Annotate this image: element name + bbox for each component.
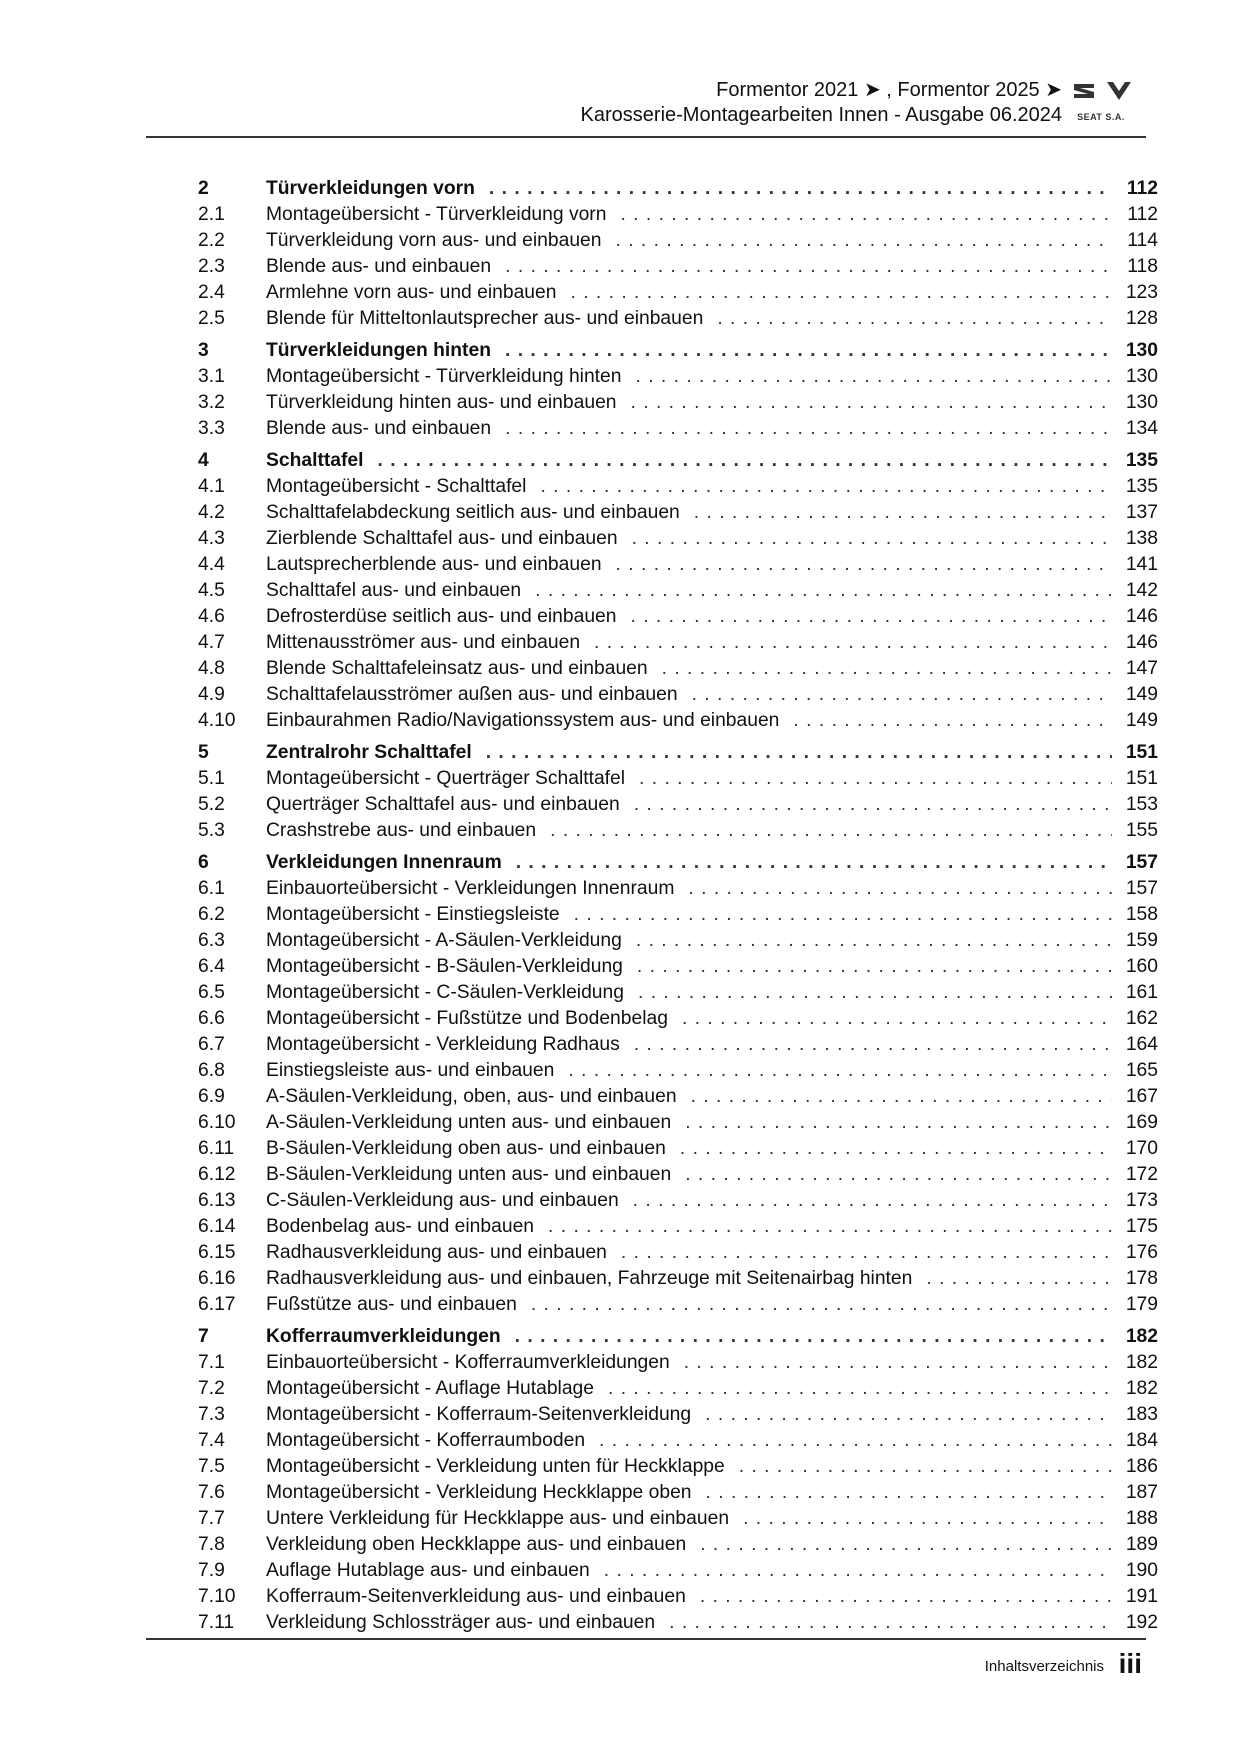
toc-number: 7.10 <box>198 1586 236 1607</box>
toc-page-number: 179 <box>1125 1294 1158 1315</box>
footer-section-label: Inhaltsverzeichnis <box>984 1658 1104 1675</box>
toc-leader-dots <box>706 1482 1112 1504</box>
toc-page-number: 149 <box>1125 710 1158 731</box>
toc-title: Defrosterdüse seitlich aus- und einbauen <box>266 606 617 627</box>
toc-number: 5.1 <box>198 768 225 789</box>
toc-title: Montageübersicht - Verkleidung Radhaus <box>266 1034 620 1055</box>
toc-leader-dots <box>669 1612 1112 1634</box>
seat-sa-label: SEAT S.A. <box>1077 112 1125 122</box>
toc-page-number: 190 <box>1125 1560 1158 1581</box>
toc-entry-row[interactable] <box>198 904 1158 930</box>
toc-number: 7.6 <box>198 1482 225 1503</box>
toc-title: Querträger Schalttafel aus- und einbauen <box>266 794 620 815</box>
toc-entry-row[interactable] <box>198 1352 1158 1378</box>
toc-number: 4 <box>198 450 209 471</box>
toc-entry-row[interactable] <box>198 606 1158 632</box>
toc-leader-dots <box>685 1112 1112 1134</box>
toc-number: 4.9 <box>198 684 225 705</box>
toc-leader-dots <box>604 1560 1112 1582</box>
toc-title: Montageübersicht - Kofferraumboden <box>266 1430 586 1451</box>
toc-chapter-row[interactable] <box>198 1326 1158 1352</box>
toc-entry-row[interactable] <box>198 1190 1158 1216</box>
toc-page-number: 147 <box>1125 658 1158 679</box>
toc-title: Kofferraumverkleidungen <box>266 1326 501 1347</box>
toc-number: 6.3 <box>198 930 225 951</box>
header-text <box>581 78 1062 128</box>
toc-number: 7.11 <box>198 1612 235 1633</box>
toc-entry-row[interactable] <box>198 632 1158 658</box>
toc-entry-row[interactable] <box>198 1378 1158 1404</box>
toc-number: 6.8 <box>198 1060 225 1081</box>
toc-entry-row[interactable] <box>198 502 1158 528</box>
toc-leader-dots <box>688 878 1112 900</box>
toc-entry-row[interactable] <box>198 930 1158 956</box>
toc-leader-dots <box>632 528 1112 550</box>
toc-page-number: 164 <box>1125 1034 1158 1055</box>
toc-title: Montageübersicht - Türverkleidung vorn <box>266 204 607 225</box>
toc-page-number: 169 <box>1125 1112 1158 1133</box>
toc-number: 6.5 <box>198 982 225 1003</box>
toc-page-number: 151 <box>1125 742 1158 763</box>
toc-number: 5.2 <box>198 794 225 815</box>
toc-page-number: 135 <box>1125 450 1158 471</box>
toc-number: 6.9 <box>198 1086 225 1107</box>
toc-leader-dots <box>505 418 1112 440</box>
toc-entry-row[interactable] <box>198 308 1158 334</box>
toc-number: 2.4 <box>198 282 225 303</box>
toc-entry-row[interactable] <box>198 1138 1158 1164</box>
toc-page-number: 130 <box>1125 340 1158 361</box>
toc-leader-dots <box>639 768 1112 790</box>
toc-page-number: 135 <box>1125 476 1158 497</box>
toc-title: Montageübersicht - Einstiegsleiste <box>266 904 560 925</box>
toc-title: Verkleidungen Innenraum <box>266 852 502 873</box>
toc-number: 6.2 <box>198 904 225 925</box>
toc-title: Radhausverkleidung aus- und einbauen, Fahrzeuge mit Seitenairbag hinten <box>266 1268 913 1289</box>
page-header <box>146 78 1146 138</box>
toc-leader-dots <box>682 1008 1112 1030</box>
toc-page-number: 134 <box>1125 418 1158 439</box>
toc-number: 4.10 <box>198 710 236 731</box>
toc-title: Montageübersicht - B-Säulen-Verkleidung <box>266 956 623 977</box>
toc-page-number: 188 <box>1125 1508 1158 1529</box>
toc-number: 6.10 <box>198 1112 236 1133</box>
toc-page-number: 182 <box>1125 1352 1158 1373</box>
toc-entry-row[interactable] <box>198 392 1158 418</box>
toc-page-number: 149 <box>1125 684 1158 705</box>
toc-leader-dots <box>635 366 1112 388</box>
toc-title: Mittenausströmer aus- und einbauen <box>266 632 581 653</box>
toc-number: 7 <box>198 1326 209 1347</box>
toc-entry-row[interactable] <box>198 1112 1158 1138</box>
toc-title: Montageübersicht - Querträger Schalttafel <box>266 768 626 789</box>
toc-number: 6.1 <box>198 878 225 899</box>
toc-title: Schalttafelausströmer außen aus- und einbauen <box>266 684 678 705</box>
toc-leader-dots <box>620 204 1112 226</box>
toc-leader-dots <box>505 256 1112 278</box>
toc-title: Zierblende Schalttafel aus- und einbauen <box>266 528 618 549</box>
toc-leader-dots <box>570 282 1112 304</box>
toc-entry-row[interactable] <box>198 366 1158 392</box>
toc-entry-row[interactable] <box>198 820 1158 846</box>
toc-leader-dots <box>739 1456 1112 1478</box>
toc-chapter-row[interactable] <box>198 340 1158 366</box>
toc-leader-dots <box>691 1086 1112 1108</box>
toc-number: 4.7 <box>198 632 225 653</box>
toc-title: Türverkleidung hinten aus- und einbauen <box>266 392 617 413</box>
toc-leader-dots <box>505 340 1112 362</box>
toc-leader-dots <box>531 1294 1112 1316</box>
toc-page-number: 182 <box>1125 1326 1158 1347</box>
toc-leader-dots <box>616 230 1113 252</box>
toc-leader-dots <box>550 820 1112 842</box>
toc-number: 2.5 <box>198 308 225 329</box>
toc-title: Untere Verkleidung für Heckklappe aus- und einbauen <box>266 1508 730 1529</box>
toc-page-number: 151 <box>1125 768 1158 789</box>
toc-leader-dots <box>489 178 1112 200</box>
toc-page-number: 138 <box>1125 528 1158 549</box>
toc-number: 7.4 <box>198 1430 225 1451</box>
toc-number: 6.13 <box>198 1190 236 1211</box>
toc-page-number: 158 <box>1125 904 1158 925</box>
toc-title: Montageübersicht - Türverkleidung hinten <box>266 366 622 387</box>
toc-entry-row[interactable] <box>198 1034 1158 1060</box>
toc-page-number: 191 <box>1125 1586 1158 1607</box>
toc-page-number: 173 <box>1125 1190 1158 1211</box>
toc-title: Kofferraum-Seitenverkleidung aus- und einbauen <box>266 1586 686 1607</box>
toc-leader-dots <box>608 1378 1112 1400</box>
toc-leader-dots <box>694 502 1112 524</box>
toc-entry-row[interactable] <box>198 658 1158 684</box>
toc-number: 4.1 <box>198 476 225 497</box>
toc-page-number: 167 <box>1125 1086 1158 1107</box>
toc-leader-dots <box>568 1060 1112 1082</box>
toc-entry-row[interactable] <box>198 1456 1158 1482</box>
toc-leader-dots <box>378 450 1112 472</box>
toc-title: Einstiegsleiste aus- und einbauen <box>266 1060 555 1081</box>
toc-title: Montageübersicht - Fußstütze und Bodenbelag <box>266 1008 668 1029</box>
toc-title: Auflage Hutablage aus- und einbauen <box>266 1560 590 1581</box>
toc-number: 6.17 <box>198 1294 236 1315</box>
toc-leader-dots <box>631 392 1112 414</box>
toc-page-number: 157 <box>1125 878 1158 899</box>
toc-title: Montageübersicht - Schalttafel <box>266 476 527 497</box>
toc-number: 4.2 <box>198 502 225 523</box>
toc-title: Türverkleidungen hinten <box>266 340 491 361</box>
toc-entry-row[interactable] <box>198 1086 1158 1112</box>
toc-number: 6.12 <box>198 1164 236 1185</box>
toc-leader-dots <box>692 684 1112 706</box>
toc-page-number: 182 <box>1125 1378 1158 1399</box>
toc-entry-row[interactable] <box>198 1560 1158 1586</box>
toc-number: 7.2 <box>198 1378 225 1399</box>
toc-page-number: 178 <box>1125 1268 1158 1289</box>
toc-entry-row[interactable] <box>198 1534 1158 1560</box>
toc-page-number: 118 <box>1127 256 1158 277</box>
toc-entry-row[interactable] <box>198 418 1158 444</box>
toc-title: Radhausverkleidung aus- und einbauen <box>266 1242 607 1263</box>
toc-page-number: 187 <box>1125 1482 1158 1503</box>
toc-title: Montageübersicht - Verkleidung Heckklappe oben <box>266 1482 692 1503</box>
toc-page-number: 146 <box>1125 606 1158 627</box>
toc-entry-row[interactable] <box>198 1482 1158 1508</box>
toc-leader-dots <box>634 1034 1112 1056</box>
toc-entry-row[interactable] <box>198 1268 1158 1294</box>
toc-entry-row[interactable] <box>198 230 1158 256</box>
toc-number: 5 <box>198 742 209 763</box>
toc-leader-dots <box>631 606 1113 628</box>
toc-entry-row[interactable] <box>198 1060 1158 1086</box>
toc-leader-dots <box>599 1430 1112 1452</box>
toc-leader-dots <box>926 1268 1112 1290</box>
toc-leader-dots <box>743 1508 1112 1530</box>
toc-entry-row[interactable] <box>198 1430 1158 1456</box>
toc-number: 7.9 <box>198 1560 225 1581</box>
toc-number: 7.1 <box>198 1352 225 1373</box>
seat-s-icon <box>1072 81 1096 101</box>
toc-title: Crashstrebe aus- und einbauen <box>266 820 537 841</box>
toc-title: Einbaurahmen Radio/Navigationssystem aus- und einbauen <box>266 710 780 731</box>
toc-number: 4.3 <box>198 528 225 549</box>
toc-page-number: 183 <box>1125 1404 1158 1425</box>
toc-page-number: 141 <box>1125 554 1158 575</box>
toc-number: 4.8 <box>198 658 225 679</box>
toc-title: Einbauorteübersicht - Verkleidungen Innenraum <box>266 878 675 899</box>
toc-entry-row[interactable] <box>198 710 1158 736</box>
toc-entry-row[interactable] <box>198 1612 1158 1638</box>
toc-entry-row[interactable] <box>198 554 1158 580</box>
toc-page-number: 192 <box>1125 1612 1158 1633</box>
toc-title: Montageübersicht - A-Säulen-Verkleidung <box>266 930 622 951</box>
toc-number: 2 <box>198 178 209 199</box>
toc-title: Einbauorteübersicht - Kofferraumverkleidungen <box>266 1352 670 1373</box>
toc-entry-row[interactable] <box>198 1586 1158 1612</box>
toc-number: 6.11 <box>198 1138 235 1159</box>
seat-cupra-logo <box>1070 78 1140 130</box>
toc-title: Armlehne vorn aus- und einbauen <box>266 282 557 303</box>
toc-page-number: 130 <box>1125 366 1158 387</box>
toc-number: 5.3 <box>198 820 225 841</box>
toc-entry-row[interactable] <box>198 1404 1158 1430</box>
toc-number: 6 <box>198 852 209 873</box>
toc-leader-dots <box>574 904 1112 926</box>
toc-page-number: 137 <box>1125 502 1158 523</box>
toc-entry-row[interactable] <box>198 204 1158 230</box>
toc-title: Blende aus- und einbauen <box>266 418 492 439</box>
toc-leader-dots <box>705 1404 1112 1426</box>
toc-entry-row[interactable] <box>198 956 1158 982</box>
toc-page-number: 170 <box>1125 1138 1158 1159</box>
toc-leader-dots <box>621 1242 1112 1264</box>
toc-page-number: 157 <box>1125 852 1158 873</box>
toc-title: B-Säulen-Verkleidung oben aus- und einbauen <box>266 1138 666 1159</box>
toc-title: B-Säulen-Verkleidung unten aus- und einbauen <box>266 1164 672 1185</box>
toc-page-number: 153 <box>1125 794 1158 815</box>
toc-title: Montageübersicht - Auflage Hutablage <box>266 1378 594 1399</box>
table-of-contents <box>198 178 1158 1638</box>
toc-page-number: 114 <box>1127 230 1158 251</box>
toc-title: Schalttafel aus- und einbauen <box>266 580 522 601</box>
toc-leader-dots <box>486 742 1112 764</box>
toc-page-number: 155 <box>1125 820 1158 841</box>
toc-entry-row[interactable] <box>198 768 1158 794</box>
toc-page-number: 172 <box>1125 1164 1158 1185</box>
toc-entry-row[interactable] <box>198 1216 1158 1242</box>
toc-number: 6.6 <box>198 1008 225 1029</box>
toc-title: C-Säulen-Verkleidung aus- und einbauen <box>266 1190 619 1211</box>
toc-leader-dots <box>793 710 1112 732</box>
toc-title: Verkleidung Schlossträger aus- und einbauen <box>266 1612 656 1633</box>
page-footer <box>146 1638 1146 1680</box>
toc-page-number: 123 <box>1125 282 1158 303</box>
toc-chapter-row[interactable] <box>198 450 1158 476</box>
toc-entry-row[interactable] <box>198 794 1158 820</box>
toc-title: Schalttafelabdeckung seitlich aus- und einbauen <box>266 502 680 523</box>
toc-leader-dots <box>515 1326 1112 1348</box>
toc-leader-dots <box>684 1352 1112 1374</box>
toc-number: 3 <box>198 340 209 361</box>
toc-title: Montageübersicht - Kofferraum-Seitenverkleidung <box>266 1404 692 1425</box>
toc-page-number: 161 <box>1125 982 1158 1003</box>
toc-number: 3.3 <box>198 418 225 439</box>
toc-number: 7.3 <box>198 1404 225 1425</box>
toc-leader-dots <box>535 580 1112 602</box>
toc-entry-row[interactable] <box>198 1242 1158 1268</box>
toc-entry-row[interactable] <box>198 982 1158 1008</box>
toc-page-number: 162 <box>1125 1008 1158 1029</box>
toc-page-number: 184 <box>1125 1430 1158 1451</box>
toc-leader-dots <box>662 658 1112 680</box>
toc-leader-dots <box>637 956 1112 978</box>
toc-chapter-row[interactable] <box>198 852 1158 878</box>
toc-leader-dots <box>680 1138 1112 1160</box>
toc-page-number: 130 <box>1125 392 1158 413</box>
toc-leader-dots <box>548 1216 1112 1238</box>
toc-number: 6.14 <box>198 1216 236 1237</box>
toc-leader-dots <box>636 930 1112 952</box>
toc-number: 4.5 <box>198 580 225 601</box>
toc-entry-row[interactable] <box>198 1294 1158 1320</box>
toc-entry-row[interactable] <box>198 580 1158 606</box>
toc-page-number: 189 <box>1125 1534 1158 1555</box>
toc-number: 7.5 <box>198 1456 225 1477</box>
toc-chapter-row[interactable] <box>198 178 1158 204</box>
toc-chapter-row[interactable] <box>198 742 1158 768</box>
toc-page-number: 142 <box>1125 580 1158 601</box>
toc-title: Verkleidung oben Heckklappe aus- und einbauen <box>266 1534 687 1555</box>
toc-number: 3.1 <box>198 366 225 387</box>
toc-page-number: 160 <box>1125 956 1158 977</box>
toc-leader-dots <box>700 1534 1112 1556</box>
toc-leader-dots <box>633 1190 1112 1212</box>
toc-leader-dots <box>700 1586 1112 1608</box>
toc-title: Fußstütze aus- und einbauen <box>266 1294 517 1315</box>
toc-entry-row[interactable] <box>198 684 1158 710</box>
toc-number: 4.6 <box>198 606 225 627</box>
toc-title: Montageübersicht - Verkleidung unten für Heckklappe <box>266 1456 725 1477</box>
toc-title: Lautsprecherblende aus- und einbauen <box>266 554 602 575</box>
toc-title: Bodenbelag aus- und einbauen <box>266 1216 535 1237</box>
toc-leader-dots <box>717 308 1112 330</box>
cupra-icon <box>1106 80 1132 102</box>
toc-number: 6.7 <box>198 1034 225 1055</box>
toc-page-number: 165 <box>1125 1060 1158 1081</box>
toc-leader-dots <box>638 982 1112 1004</box>
toc-number: 6.15 <box>198 1242 236 1263</box>
toc-page-number: 146 <box>1125 632 1158 653</box>
toc-number: 2.2 <box>198 230 225 251</box>
toc-title: Türverkleidungen vorn <box>266 178 475 199</box>
toc-number: 4.4 <box>198 554 225 575</box>
toc-title: Zentralrohr Schalttafel <box>266 742 472 763</box>
toc-title: Schalttafel <box>266 450 364 471</box>
toc-title: A-Säulen-Verkleidung unten aus- und einbauen <box>266 1112 672 1133</box>
toc-leader-dots <box>616 554 1112 576</box>
toc-number: 2.3 <box>198 256 225 277</box>
toc-page-number: 175 <box>1125 1216 1158 1237</box>
toc-entry-row[interactable] <box>198 878 1158 904</box>
toc-entry-row[interactable] <box>198 528 1158 554</box>
toc-number: 7.8 <box>198 1534 225 1555</box>
toc-title: Blende für Mitteltonlautsprecher aus- und einbauen <box>266 308 704 329</box>
toc-entry-row[interactable] <box>198 282 1158 308</box>
toc-leader-dots <box>634 794 1112 816</box>
toc-page-number: 186 <box>1125 1456 1158 1477</box>
toc-entry-row[interactable] <box>198 1008 1158 1034</box>
toc-number: 7.7 <box>198 1508 225 1529</box>
toc-leader-dots <box>594 632 1112 654</box>
toc-title: Türverkleidung vorn aus- und einbauen <box>266 230 602 251</box>
toc-entry-row[interactable] <box>198 476 1158 502</box>
toc-page-number: 112 <box>1126 178 1158 199</box>
toc-page-number: 112 <box>1127 204 1158 225</box>
toc-entry-row[interactable] <box>198 1164 1158 1190</box>
toc-number: 2.1 <box>198 204 225 225</box>
toc-page-number: 159 <box>1125 930 1158 951</box>
toc-leader-dots <box>516 852 1112 874</box>
toc-number: 6.4 <box>198 956 225 977</box>
toc-leader-dots <box>685 1164 1112 1186</box>
toc-page-number: 128 <box>1125 308 1158 329</box>
toc-number: 3.2 <box>198 392 225 413</box>
footer-page-number: iii <box>1118 1648 1142 1679</box>
toc-number: 6.16 <box>198 1268 236 1289</box>
toc-title: A-Säulen-Verkleidung, oben, aus- und einbauen <box>266 1086 677 1107</box>
toc-title: Blende aus- und einbauen <box>266 256 492 277</box>
header-subtitle: Karosserie-Montagearbeiten Innen - Ausgabe 06.2024 <box>580 104 1062 126</box>
toc-title: Blende Schalttafeleinsatz aus- und einbauen <box>266 658 648 679</box>
toc-entry-row[interactable] <box>198 256 1158 282</box>
header-model-line: Formentor 2021 ➤ , Formentor 2025 ➤ <box>716 79 1062 101</box>
toc-leader-dots <box>540 476 1112 498</box>
toc-title: Montageübersicht - C-Säulen-Verkleidung <box>266 982 624 1003</box>
toc-page-number: 176 <box>1125 1242 1158 1263</box>
toc-entry-row[interactable] <box>198 1508 1158 1534</box>
